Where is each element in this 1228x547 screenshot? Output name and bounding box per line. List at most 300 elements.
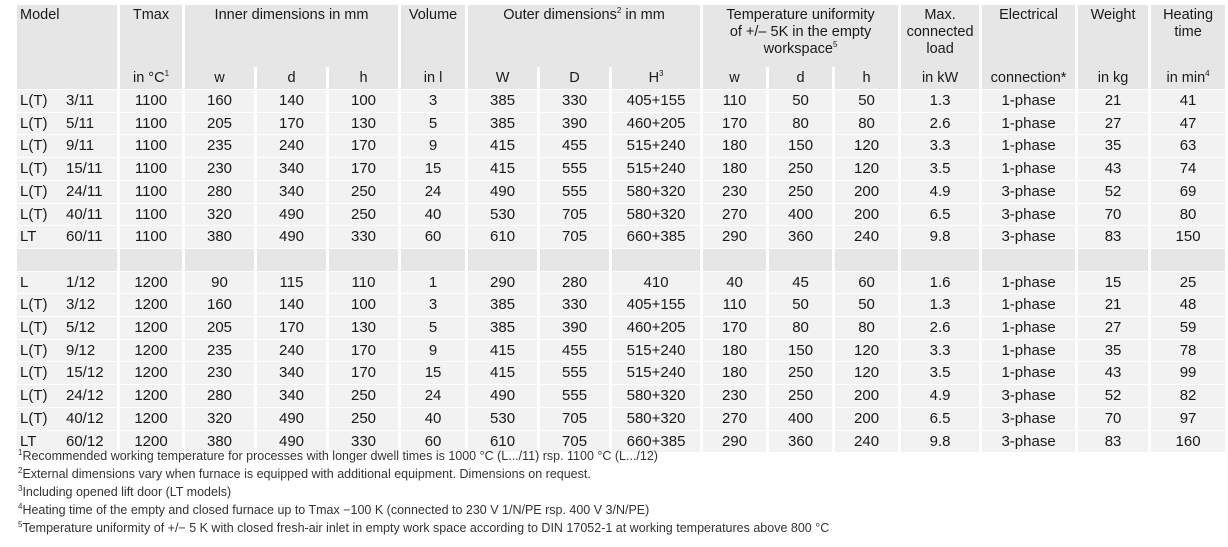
footnote-text: Including opened lift door (LT models) [22,485,232,499]
electrical-cell: 1-phase [982,135,1075,158]
volume-cell: 3 [401,90,465,113]
separator-cell [120,249,182,272]
footnote-number: 3 [18,483,23,493]
inner-w-cell: 280 [185,385,254,408]
header-volume-unit: in l [401,67,465,90]
model-number: 15/12 [66,364,104,382]
header-electrical-unit: connection* [982,67,1075,90]
weight-cell: 83 [1078,226,1148,249]
inner-h-cell: 250 [329,385,398,408]
model-cell [17,204,117,227]
model-prefix: L(T) [20,409,48,427]
electrical-cell: 1-phase [982,294,1075,317]
separator-cell [540,249,609,272]
outer-h-cell: 580+320 [612,385,700,408]
outer-h-cell: 460+205 [612,317,700,340]
model-prefix: L(T) [20,319,48,337]
model-number: 3/11 [66,92,95,109]
model-number: 5/11 [66,114,95,132]
heating-time-cell: 97 [1151,408,1225,431]
model-prefix: L(T) [20,296,48,314]
outer-d-cell: 705 [540,408,609,431]
unif-h-cell: 80 [835,317,898,340]
header-tmax-unit: in $^\circ C^1$ [120,67,182,90]
inner-w-cell: 320 [185,204,254,227]
unif-h-cell: 80 [835,113,898,136]
model-number: 60/12 [66,432,104,450]
separator-cell [982,249,1075,272]
outer-w-cell: 415 [468,135,537,158]
inner-w-cell: 235 [185,340,254,363]
inner-d-cell: 170 [257,317,326,340]
outer-d-cell: 455 [540,135,609,158]
model-cell [17,272,117,295]
heating-time-cell: 59 [1151,317,1225,340]
outer-h-cell: 410 [612,272,700,295]
unif-d-cell: 360 [769,226,832,249]
inner-d-cell: 490 [257,204,326,227]
heating-time-cell: 74 [1151,158,1225,181]
table-row [17,408,1225,431]
header-outer-h: $H^3$ [612,67,700,90]
table-row [17,135,1225,158]
inner-d-cell: 490 [257,226,326,249]
tmax-cell: 1200 [120,294,182,317]
outer-h-cell: 580+320 [612,181,700,204]
header-inner-dimensions: Inner dimensions in mm [185,5,398,67]
unif-h-cell: 50 [835,90,898,113]
electrical-cell: 3-phase [982,226,1075,249]
heating-time-cell: 78 [1151,340,1225,363]
model-prefix: L(T) [20,341,48,359]
model-number: 40/12 [66,409,104,427]
outer-w-cell: 385 [468,294,537,317]
tmax-cell: 1100 [120,113,182,136]
outer-d-cell: 705 [540,431,609,454]
heating-time-cell: 41 [1151,90,1225,113]
heating-time-cell: 25 [1151,272,1225,295]
inner-d-cell: 140 [257,294,326,317]
separator-cell [1078,249,1148,272]
inner-h-cell: 170 [329,362,398,385]
outer-w-cell: 290 [468,272,537,295]
header-inner-w: w [185,67,254,90]
separator-cell [835,249,898,272]
volume-cell: 9 [401,340,465,363]
volume-cell: 60 [401,226,465,249]
table-row [17,204,1225,227]
separator-cell [401,249,465,272]
outer-w-cell: 490 [468,385,537,408]
inner-d-cell: 490 [257,431,326,454]
inner-h-cell: 250 [329,181,398,204]
inner-w-cell: 230 [185,362,254,385]
volume-cell: 24 [401,385,465,408]
inner-w-cell: 160 [185,90,254,113]
volume-cell: 5 [401,113,465,136]
tmax-cell: 1200 [120,340,182,363]
model-number: 3/12 [66,296,96,314]
unif-w-cell: 270 [703,408,766,431]
header-inner-d: d [257,67,326,90]
outer-w-cell: 415 [468,158,537,181]
footnote-number: 5 [18,519,23,529]
inner-w-cell: 205 [185,317,254,340]
unif-d-cell: 80 [769,113,832,136]
model-number: 9/12 [66,341,96,359]
unif-h-cell: 240 [835,226,898,249]
model-cell [17,340,117,363]
outer-w-cell: 490 [468,181,537,204]
footnote-text: Recommended working temperature for processes with longer dwell times is 1000 °C (L.../11) rsp. 1100 °C (L.../12) [22,449,658,463]
volume-cell: 9 [401,135,465,158]
tmax-cell: 1200 [120,385,182,408]
outer-w-cell: 385 [468,90,537,113]
header-outer-d: D [540,67,609,90]
outer-d-cell: 455 [540,340,609,363]
heating-time-cell: 150 [1151,226,1225,249]
separator-cell [769,249,832,272]
outer-w-cell: 415 [468,340,537,363]
model-cell [17,181,117,204]
footnotes [18,447,1188,537]
unif-d-cell: 250 [769,158,832,181]
inner-w-cell: 230 [185,158,254,181]
volume-cell: 24 [401,181,465,204]
electrical-cell: 1-phase [982,272,1075,295]
electrical-cell: 3-phase [982,385,1075,408]
weight-cell: 70 [1078,408,1148,431]
inner-h-cell: 100 [329,90,398,113]
separator-cell [612,249,700,272]
table-header [17,5,1225,90]
inner-w-cell: 160 [185,294,254,317]
inner-d-cell: 340 [257,158,326,181]
inner-h-cell: 250 [329,204,398,227]
tmax-cell: 1100 [120,135,182,158]
footnote [18,483,1188,501]
unif-h-cell: 60 [835,272,898,295]
load-cell: 3.3 [901,340,979,363]
header-unif-d: d [769,67,832,90]
header-temperature-uniformity: Temperature uniformity of +/– 5K in the empty workspace$^5$ [703,5,898,67]
electrical-cell: 1-phase [982,362,1075,385]
heating-time-cell: 99 [1151,362,1225,385]
unif-d-cell: 250 [769,181,832,204]
header-volume: Volume [401,5,465,67]
furnace-spec-table [14,5,1228,453]
electrical-cell: 3-phase [982,431,1075,454]
unif-d-cell: 150 [769,340,832,363]
unif-h-cell: 200 [835,204,898,227]
electrical-cell: 3-phase [982,181,1075,204]
model-number: 9/11 [66,137,95,155]
table-body [17,90,1225,453]
inner-h-cell: 250 [329,408,398,431]
separator-cell [703,249,766,272]
tmax-cell: 1200 [120,272,182,295]
inner-h-cell: 130 [329,317,398,340]
load-cell: 2.6 [901,113,979,136]
inner-w-cell: 280 [185,181,254,204]
unif-w-cell: 170 [703,317,766,340]
inner-w-cell: 205 [185,113,254,136]
spec-table-container [14,5,1214,453]
table-row [17,340,1225,363]
tmax-cell: 1200 [120,431,182,454]
weight-cell: 35 [1078,340,1148,363]
model-number: 15/11 [66,160,103,178]
unif-w-cell: 110 [703,90,766,113]
load-cell: 1.6 [901,272,979,295]
outer-d-cell: 555 [540,385,609,408]
separator-cell [468,249,537,272]
model-number: 24/12 [66,387,104,405]
outer-d-cell: 555 [540,158,609,181]
unif-d-cell: 400 [769,408,832,431]
table-row [17,385,1225,408]
model-number: 1/12 [66,273,96,291]
inner-d-cell: 240 [257,340,326,363]
outer-d-cell: 330 [540,90,609,113]
inner-h-cell: 170 [329,158,398,181]
model-prefix: L(T) [20,387,48,405]
unif-d-cell: 50 [769,294,832,317]
model-number: 40/11 [66,205,103,223]
header-outer-w: W [468,67,537,90]
header-model-unit [17,67,117,90]
inner-w-cell: 90 [185,272,254,295]
separator-cell [185,249,254,272]
unif-w-cell: 230 [703,385,766,408]
separator-cell [257,249,326,272]
weight-cell: 43 [1078,362,1148,385]
unif-d-cell: 45 [769,272,832,295]
unif-h-cell: 50 [835,294,898,317]
inner-d-cell: 340 [257,362,326,385]
unif-w-cell: 230 [703,181,766,204]
table-row [17,90,1225,113]
outer-d-cell: 555 [540,181,609,204]
footnote-number: 2 [18,465,23,475]
header-heating-time: Heating time [1151,5,1225,67]
table-row [17,226,1225,249]
load-cell: 3.3 [901,135,979,158]
outer-h-cell: 660+385 [612,431,700,454]
unif-h-cell: 200 [835,181,898,204]
tmax-cell: 1100 [120,226,182,249]
tmax-cell: 1200 [120,408,182,431]
volume-cell: 3 [401,294,465,317]
footnote-number: 4 [18,501,23,511]
unif-h-cell: 120 [835,158,898,181]
electrical-cell: 1-phase [982,317,1075,340]
inner-h-cell: 170 [329,135,398,158]
unif-h-cell: 200 [835,408,898,431]
outer-d-cell: 390 [540,317,609,340]
table-row [17,294,1225,317]
outer-w-cell: 610 [468,431,537,454]
unif-d-cell: 250 [769,362,832,385]
heating-time-cell: 82 [1151,385,1225,408]
volume-cell: 40 [401,408,465,431]
outer-h-cell: 515+240 [612,158,700,181]
inner-h-cell: 170 [329,340,398,363]
heating-time-cell: 48 [1151,294,1225,317]
unif-w-cell: 110 [703,294,766,317]
inner-w-cell: 380 [185,226,254,249]
model-number: 5/12 [66,319,96,337]
model-cell [17,362,117,385]
model-cell [17,135,117,158]
unif-w-cell: 270 [703,204,766,227]
unif-h-cell: 240 [835,431,898,454]
inner-d-cell: 240 [257,135,326,158]
outer-h-cell: 515+240 [612,362,700,385]
unif-w-cell: 180 [703,135,766,158]
model-number: 60/11 [66,228,103,246]
separator-cell [1151,249,1225,272]
unif-d-cell: 50 [769,90,832,113]
footnote-number: 1 [18,447,23,457]
weight-cell: 21 [1078,294,1148,317]
load-cell: 1.3 [901,90,979,113]
weight-cell: 70 [1078,204,1148,227]
inner-w-cell: 235 [185,135,254,158]
model-cell [17,158,117,181]
tmax-cell: 1200 [120,362,182,385]
footnote [18,447,1188,465]
tmax-cell: 1200 [120,317,182,340]
unif-w-cell: 40 [703,272,766,295]
header-tmax: Tmax [120,5,182,67]
tmax-cell: 1100 [120,158,182,181]
separator-cell [329,249,398,272]
header-row-units [17,67,1225,90]
model-prefix: LT [20,228,37,246]
tmax-cell: 1100 [120,90,182,113]
weight-cell: 15 [1078,272,1148,295]
load-cell: 4.9 [901,181,979,204]
unif-d-cell: 400 [769,204,832,227]
weight-cell: 43 [1078,158,1148,181]
volume-cell: 40 [401,204,465,227]
outer-d-cell: 330 [540,294,609,317]
volume-cell: 15 [401,362,465,385]
outer-h-cell: 405+155 [612,294,700,317]
inner-d-cell: 340 [257,385,326,408]
weight-cell: 27 [1078,113,1148,136]
unif-w-cell: 180 [703,362,766,385]
model-prefix: L(T) [20,92,48,109]
model-prefix: L [20,273,29,291]
header-unif-w: w [703,67,766,90]
unif-h-cell: 200 [835,385,898,408]
footnote-text: External dimensions vary when furnace is equipped with additional equipment. Dimensions on request. [22,467,591,481]
header-inner-h: h [329,67,398,90]
outer-h-cell: 580+320 [612,204,700,227]
load-cell: 3.5 [901,362,979,385]
inner-h-cell: 100 [329,294,398,317]
unif-d-cell: 360 [769,431,832,454]
model-cell [17,226,117,249]
outer-w-cell: 385 [468,113,537,136]
footnote-text: Temperature uniformity of +/− 5 K with closed fresh-air inlet in empty work space according to DIN 17052-1 at working temperatures above 800 °C [22,521,830,535]
unif-h-cell: 120 [835,340,898,363]
header-electrical: Electrical [982,5,1075,67]
unif-w-cell: 290 [703,431,766,454]
volume-cell: 15 [401,158,465,181]
load-cell: 4.9 [901,385,979,408]
unif-d-cell: 250 [769,385,832,408]
tmax-cell: 1100 [120,181,182,204]
group-separator-row [17,249,1225,272]
header-weight: Weight [1078,5,1148,67]
header-load-unit: in kW [901,67,979,90]
load-cell: 9.8 [901,431,979,454]
model-cell [17,294,117,317]
outer-d-cell: 280 [540,272,609,295]
model-cell [17,113,117,136]
load-cell: 1.3 [901,294,979,317]
header-model: Model [17,5,117,67]
header-weight-unit: in kg [1078,67,1148,90]
inner-h-cell: 130 [329,113,398,136]
model-prefix: LT [20,432,37,450]
inner-d-cell: 490 [257,408,326,431]
outer-h-cell: 515+240 [612,340,700,363]
table-row [17,317,1225,340]
outer-d-cell: 705 [540,226,609,249]
outer-w-cell: 610 [468,226,537,249]
model-cell [17,385,117,408]
model-prefix: L(T) [20,364,48,382]
outer-h-cell: 660+385 [612,226,700,249]
electrical-cell: 3-phase [982,204,1075,227]
footnote [18,465,1188,483]
outer-h-cell: 515+240 [612,135,700,158]
load-cell: 2.6 [901,317,979,340]
unif-d-cell: 150 [769,135,832,158]
load-cell: 6.5 [901,408,979,431]
electrical-cell: 1-phase [982,340,1075,363]
unif-w-cell: 180 [703,340,766,363]
table-row [17,113,1225,136]
outer-h-cell: 405+155 [612,90,700,113]
header-row-top [17,5,1225,67]
table-row [17,181,1225,204]
inner-h-cell: 330 [329,226,398,249]
outer-d-cell: 555 [540,362,609,385]
header-unif-h: h [835,67,898,90]
outer-w-cell: 530 [468,204,537,227]
inner-w-cell: 380 [185,431,254,454]
unif-w-cell: 170 [703,113,766,136]
unif-h-cell: 120 [835,135,898,158]
heating-time-cell: 80 [1151,204,1225,227]
heating-time-cell: 47 [1151,113,1225,136]
separator-cell [901,249,979,272]
model-cell [17,408,117,431]
heating-time-cell: 160 [1151,431,1225,454]
weight-cell: 21 [1078,90,1148,113]
weight-cell: 52 [1078,181,1148,204]
volume-cell: 60 [401,431,465,454]
model-prefix: L(T) [20,205,48,223]
heating-time-cell: 69 [1151,181,1225,204]
model-prefix: L(T) [20,114,48,132]
unif-d-cell: 80 [769,317,832,340]
